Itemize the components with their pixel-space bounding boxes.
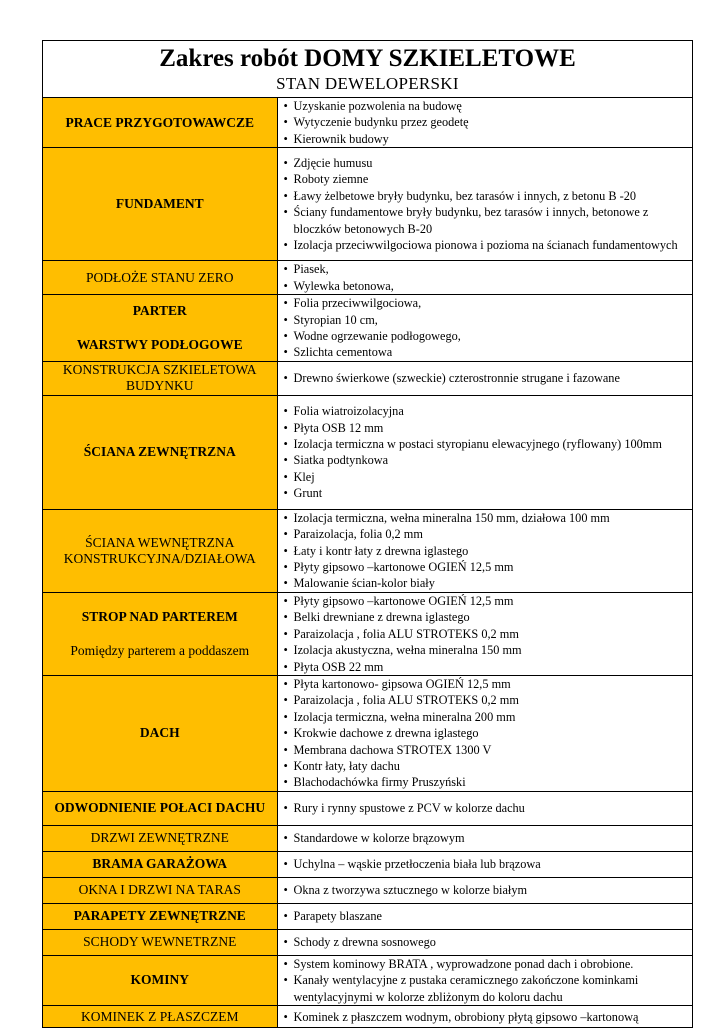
items-list (284, 800, 691, 816)
items-cell (277, 395, 692, 509)
table-row-parter (43, 295, 692, 362)
list-item: • Krokwie dachowe z drewna iglastego (284, 725, 691, 741)
items-list (284, 1009, 691, 1025)
category-label: ODWODNIENIE POŁACI DACHU (54, 800, 266, 816)
list-item: • Klej (284, 469, 691, 485)
items-cell (277, 955, 692, 1005)
table-row-prace-przygotowawcze (43, 98, 692, 148)
list-item: • Roboty ziemne (284, 171, 691, 187)
list-item: • Uzyskanie pozwolenia na budowę (284, 98, 691, 114)
list-item: • Ściany fundamentowe bryły budynku, bez tarasów i innych, betonowe z bloczków betonowych B-20 (284, 204, 691, 237)
list-item: • Okna z tworzywa sztucznego w kolorze białym (284, 882, 691, 898)
list-item: • Wylewka betonowa, (284, 278, 691, 294)
category-label: BRAMA GARAŻOWA (92, 856, 228, 872)
list-item: • Kominek z płaszczem wodnym, obrobiony płytą gipsowo –kartonową (284, 1009, 691, 1025)
table-row-sciana-zewnetrzna (43, 395, 692, 509)
document-header (43, 41, 692, 98)
items-cell (277, 261, 692, 295)
category-cell (43, 1005, 277, 1027)
list-item: • Folia wiatroizolacyjna (284, 403, 691, 419)
items-cell (277, 929, 692, 955)
items-cell (277, 1005, 692, 1027)
list-item: • Drewno świerkowe (szweckie) czterostronnie strugane i fazowane (284, 370, 691, 386)
list-item: • Kontr łaty, łaty dachu (284, 758, 691, 774)
items-list (284, 98, 691, 147)
list-item: • Parapety blaszane (284, 908, 691, 924)
list-item: • Izolacja termiczna, wełna mineralna 150 mm, działowa 100 mm (284, 510, 691, 526)
category-label: ŚCIANA ZEWNĘTRZNA (83, 444, 236, 460)
category-cell (43, 592, 277, 675)
table-row-podloze-stanu-zero (43, 261, 692, 295)
category-label: KONSTRUKCJA SZKIELETOWA BUDYNKU (62, 362, 257, 394)
table-row-strop-nad-parterem (43, 592, 692, 675)
list-item: • Kanały wentylacyjne z pustaka ceramicznego zakończone kominkami wentylacyjnymi w kolorze zbliżonym do koloru dachu (284, 972, 691, 1005)
document (42, 40, 693, 1028)
items-list (284, 295, 691, 361)
category-cell (43, 148, 277, 261)
items-cell (277, 675, 692, 791)
list-item: • Grunt (284, 485, 691, 501)
items-list (284, 956, 691, 1005)
list-item: • Siatka podtynkowa (284, 452, 691, 468)
items-list (284, 261, 691, 294)
items-list (284, 403, 691, 501)
list-item: • Płyta OSB 12 mm (284, 420, 691, 436)
list-item: • Schody z drewna sosnowego (284, 934, 691, 950)
category-label: PRACE PRZYGOTOWAWCZE (65, 114, 254, 130)
category-cell (43, 509, 277, 592)
list-item: • Płyta OSB 22 mm (284, 659, 691, 675)
category-label: FUNDAMENT (115, 196, 204, 212)
category-cell (43, 877, 277, 903)
category-label: PARAPETY ZEWNĘTRZNE (73, 908, 246, 924)
table-row-dach (43, 675, 692, 791)
list-item: • Wytyczenie budynku przez geodetę (284, 114, 691, 130)
table-row-odwodnienie (43, 791, 692, 825)
items-list (284, 510, 691, 592)
category-label: WARSTWY PODŁOGOWE (76, 337, 243, 353)
label-spacer (47, 319, 273, 337)
list-item: • Paraizolacja, folia 0,2 mm (284, 526, 691, 542)
table-row-brama-garazowa (43, 851, 692, 877)
label-spacer (47, 625, 273, 643)
list-item: • Folia przeciwwilgociowa, (284, 295, 691, 311)
items-cell (277, 361, 692, 395)
list-item: • Standardowe w kolorze brązowym (284, 830, 691, 846)
category-label: PODŁOŻE STANU ZERO (86, 269, 234, 285)
items-cell (277, 509, 692, 592)
items-list (284, 856, 691, 872)
items-list (284, 934, 691, 950)
table-row-kominy (43, 955, 692, 1005)
list-item: • Płyty gipsowo –kartonowe OGIEŃ 12,5 mm (284, 559, 691, 575)
items-list (284, 155, 691, 253)
items-list (284, 830, 691, 846)
table-row-kominek (43, 1005, 692, 1027)
list-item: • Rury i rynny spustowe z PCV w kolorze dachu (284, 800, 691, 816)
category-label: DRZWI ZEWNĘTRZNE (90, 830, 229, 846)
list-item: • Izolacja termiczna w postaci styropianu elewacyjnego (ryflowany) 100mm (284, 436, 691, 452)
category-cell (43, 675, 277, 791)
items-cell (277, 592, 692, 675)
items-list (284, 882, 691, 898)
items-list (284, 370, 691, 386)
list-item: • Płyty gipsowo –kartonowe OGIEŃ 12,5 mm (284, 593, 691, 609)
items-cell (277, 851, 692, 877)
document-subtitle: STAN DEWELOPERSKI (276, 74, 459, 93)
category-cell (43, 903, 277, 929)
table-row-sciana-wewnetrzna (43, 509, 692, 592)
category-cell (43, 361, 277, 395)
table-row-parapety (43, 903, 692, 929)
list-item: • Piasek, (284, 261, 691, 277)
category-label: STROP NAD PARTEREM (81, 608, 238, 624)
list-item: • Ławy żelbetowe bryły budynku, bez tarasów i innych, z betonu B -20 (284, 188, 691, 204)
list-item: • Uchylna – wąskie przetłoczenia biała lub brązowa (284, 856, 691, 872)
list-item: • Styropian 10 cm, (284, 312, 691, 328)
category-cell (43, 295, 277, 362)
category-label: PARTER (132, 303, 187, 319)
table-row-fundament (43, 148, 692, 261)
document-title: Zakres robót DOMY SZKIELETOWE (159, 45, 576, 72)
list-item: • Płyta kartonowo- gipsowa OGIEŃ 12,5 mm (284, 676, 691, 692)
items-list (284, 593, 691, 675)
category-cell (43, 395, 277, 509)
category-label: Pomiędzy parterem a poddaszem (70, 642, 250, 658)
scope-table (43, 98, 692, 1027)
table-row-schody (43, 929, 692, 955)
list-item: • Blachodachówka firmy Pruszyński (284, 774, 691, 790)
category-label: OKNA I DRZWI NA TARAS (78, 882, 241, 898)
items-cell (277, 903, 692, 929)
category-cell (43, 261, 277, 295)
items-cell (277, 98, 692, 148)
table-row-drzwi-zewnetrzne (43, 825, 692, 851)
items-cell (277, 791, 692, 825)
list-item: • Kierownik budowy (284, 131, 691, 147)
category-cell (43, 955, 277, 1005)
list-item: • Membrana dachowa STROTEX 1300 V (284, 742, 691, 758)
items-cell (277, 148, 692, 261)
category-cell (43, 791, 277, 825)
items-cell (277, 825, 692, 851)
category-cell (43, 851, 277, 877)
category-label: SCHODY WEWNETRZNE (83, 934, 237, 950)
list-item: • Malowanie ścian-kolor biały (284, 575, 691, 591)
list-item: • System kominowy BRATA , wyprowadzone ponad dach i obrobione. (284, 956, 691, 972)
list-item: • Belki drewniane z drewna iglastego (284, 609, 691, 625)
table-row-konstrukcja-szkieletowa (43, 361, 692, 395)
items-list (284, 676, 691, 791)
category-label: KOMINY (130, 972, 189, 988)
category-label: ŚCIANA WEWNĘTRZNA KONSTRUKCYJNA/DZIAŁOWA (63, 534, 256, 566)
items-list (284, 908, 691, 924)
list-item: • Izolacja akustyczna, wełna mineralna 150 mm (284, 642, 691, 658)
category-label: KOMINEK Z PŁASZCZEM (81, 1008, 239, 1024)
items-cell (277, 877, 692, 903)
list-item: • Szlichta cementowa (284, 344, 691, 360)
list-item: • Łaty i kontr łaty z drewna iglastego (284, 543, 691, 559)
list-item: • Zdjęcie humusu (284, 155, 691, 171)
category-cell (43, 98, 277, 148)
list-item: • Izolacja termiczna, wełna mineralna 200 mm (284, 709, 691, 725)
category-label: DACH (139, 725, 180, 741)
items-cell (277, 295, 692, 362)
table-row-okna-i-drzwi (43, 877, 692, 903)
list-item: • Paraizolacja , folia ALU STROTEKS 0,2 mm (284, 626, 691, 642)
list-item: • Wodne ogrzewanie podłogowego, (284, 328, 691, 344)
category-cell (43, 825, 277, 851)
list-item: • Izolacja przeciwwilgociowa pionowa i pozioma na ścianach fundamentowych (284, 237, 691, 253)
category-cell (43, 929, 277, 955)
list-item: • Paraizolacja , folia ALU STROTEKS 0,2 mm (284, 692, 691, 708)
